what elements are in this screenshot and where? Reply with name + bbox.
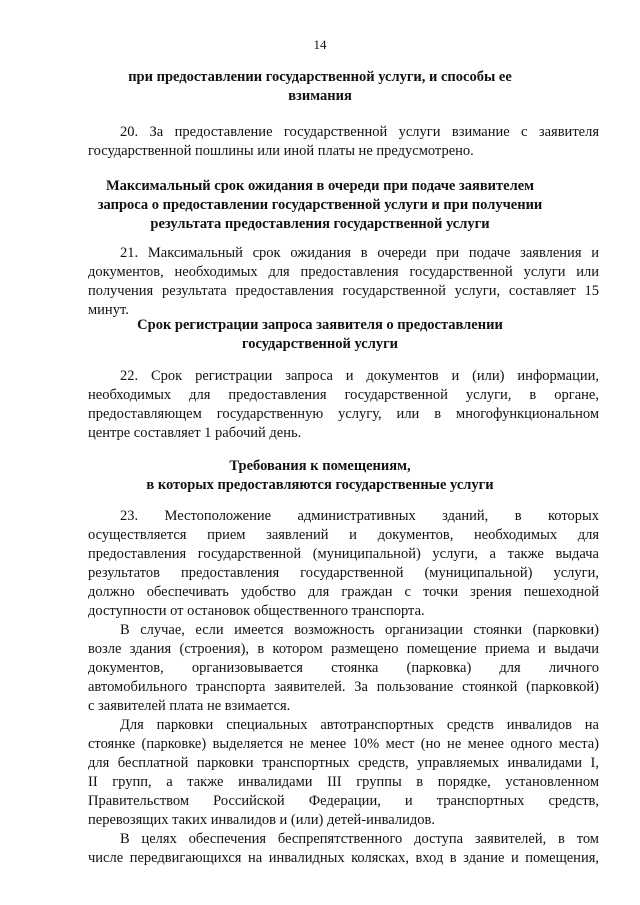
paragraph-line: автомобильного транспорта заявителей. За пользование стоянкой (парковкой) [88,679,599,695]
paragraph-line: 23. Местоположение административных зданий, в которых [120,508,599,524]
paragraph-line: центре составляет 1 рабочий день. [88,425,302,441]
paragraph-line: результатов предоставления государственной (муниципальной) услуги, [88,565,599,581]
paragraph-line: 20. За предоставление государственной услуги взимание с заявителя [120,124,599,140]
heading-line: запроса о предоставлении государственной услуги и при получении [97,197,543,213]
paragraph-line: Для парковки специальных автотранспортных средств инвалидов на [120,717,599,733]
paragraph-line: с заявителей плата не взимается. [88,698,291,714]
paragraph-line: получения результата предоставления государственной услуги, составляет 15 [88,283,599,299]
paragraph-line: государственной пошлины или иной платы не предусмотрено. [88,143,474,159]
heading-line: Требования к помещениям, [229,458,411,474]
paragraph-line: доступности от остановок общественного транспорта. [88,603,425,619]
paragraph-line: для бесплатной парковки транспортных средств, управляемых инвалидами I, [88,755,599,771]
paragraph-line: стоянке (парковке) выделяется не менее 10% мест (но не менее одного места) [88,736,599,752]
paragraph-line: минут. [88,302,129,318]
paragraph-line: В целях обеспечения беспрепятственного доступа заявителей, в том [120,831,599,847]
paragraph-line: предоставления государственной (муниципальной) услуги, а также выдача [88,546,599,562]
paragraph-line: необходимых для предоставления государственной услуги, в органе, [88,387,599,403]
paragraph-line: Правительством Российской Федерации, и транспортных средств, [88,793,599,809]
heading-line: Срок регистрации запроса заявителя о предоставлении [137,317,503,333]
paragraph-line: документов, организовывается стоянка (парковка) для личного [88,660,599,676]
paragraph-line: осуществляется прием заявлений и документов, необходимых для [88,527,599,543]
heading-line: результата предоставления государственной услуги [150,216,490,232]
page-number: 14 [313,37,327,52]
paragraph-line: возле здания (строения), в котором размещено помещение приема и выдачи [88,641,599,657]
heading-line: Максимальный срок ожидания в очереди при подаче заявителем [105,178,535,194]
paragraph-line: числе передвигающихся на инвалидных колясках, вход в здание и помещения, [88,850,599,866]
paragraph-line: документов, необходимых для предоставления государственной услуги или [88,264,599,280]
paragraph-line: перевозящих таких инвалидов и (или) детей-инвалидов. [88,812,435,828]
paragraph-line: В случае, если имеется возможность организации стоянки (парковки) [120,622,599,638]
paragraph-line: должно обеспечивать удобство для граждан с точки зрения пешеходной [88,584,599,600]
paragraph-line: II групп, а также инвалидами III группы в порядке, установленном [88,774,599,790]
heading-line: при предоставлении государственной услуги, и способы ее [128,69,512,85]
paragraph-line: 21. Максимальный срок ожидания в очереди при подаче заявления и [120,245,599,261]
heading-line: взимания [288,88,352,104]
paragraph-line: 22. Срок регистрации запроса и документов и (или) информации, [120,368,599,384]
paragraph-line: предоставляющем государственную услугу, или в многофункциональном [88,406,599,422]
heading-line: в которых предоставляются государственные услуги [146,477,494,493]
heading-line: государственной услуги [241,336,399,352]
